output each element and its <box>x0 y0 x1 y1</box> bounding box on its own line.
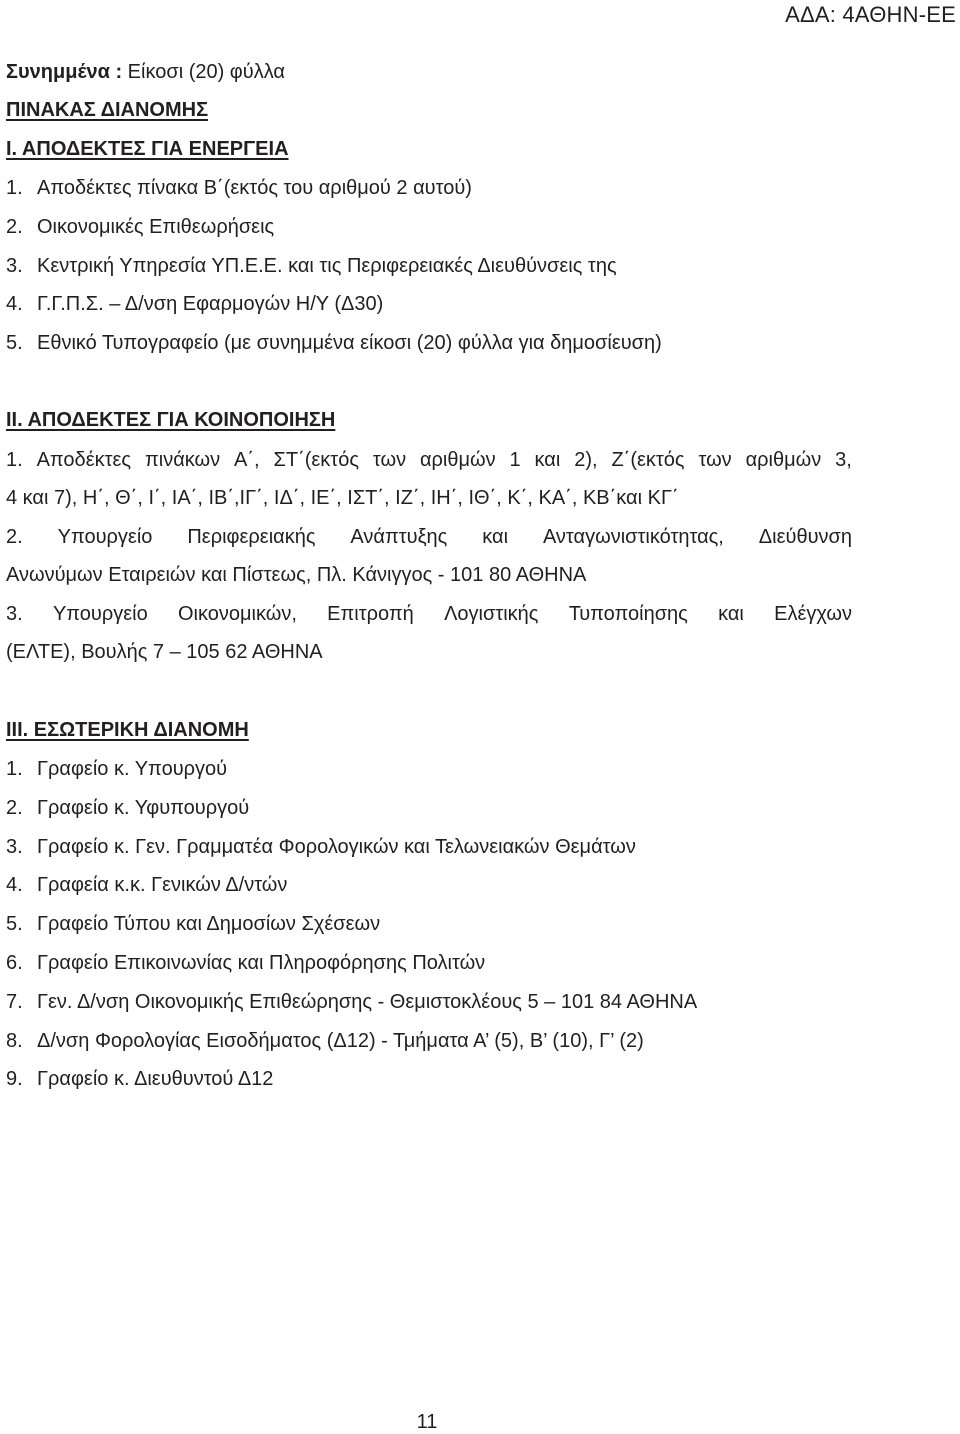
word: Επιτροπή <box>327 603 414 625</box>
word: Οικονομικών, <box>178 603 297 625</box>
word: Ελέγχων <box>774 603 852 625</box>
list-item-text: Γραφεία κ.κ. Γενικών Δ/ντών <box>37 874 288 897</box>
word: 1 <box>509 449 521 471</box>
list-item-number: 4. <box>6 293 23 316</box>
list-item-number: 9. <box>6 1068 23 1091</box>
list-item-number: 8. <box>6 1029 23 1052</box>
word: Υπουργείο <box>57 526 153 548</box>
list-item-number: 7. <box>6 990 23 1013</box>
word: των <box>698 449 732 471</box>
list-item-text: Γραφείο Επικοινωνίας και Πληροφόρησης Πολιτών <box>37 952 486 974</box>
word: 1. <box>6 449 23 471</box>
list-item <box>6 1029 644 1053</box>
list-item <box>6 990 697 1014</box>
list-item-text: Γραφείο κ. Υφυπουργού <box>37 796 250 819</box>
list-item-text: Γραφείο κ. Υπουργού <box>37 758 228 780</box>
word: Α΄, <box>234 449 260 471</box>
list-item-text: Αποδέκτες πίνακα Β΄(εκτός του αριθμού 2 αυτού) <box>37 177 472 199</box>
word: ΣΤ΄(εκτός <box>273 449 359 471</box>
word: Ζ΄(εκτός <box>611 449 685 471</box>
list-item <box>6 835 636 859</box>
list-item-number: 2. <box>6 796 23 819</box>
word: Ανταγωνιστικότητας, <box>542 526 724 548</box>
list-item-text: Γραφείο κ. Διευθυντού Δ12 <box>37 1068 274 1091</box>
page-number: 11 <box>416 1411 438 1433</box>
word: πινάκων <box>144 449 221 471</box>
word: Περιφερειακής <box>187 526 316 548</box>
list-item <box>6 176 472 200</box>
word: 3. <box>6 603 23 625</box>
section-2-item-1-line-1 <box>6 448 852 472</box>
list-item <box>6 951 485 975</box>
section-2-heading: ΙΙ. ΑΠΟΔΕΚΤΕΣ ΓΙΑ ΚΟΙΝΟΠΟΙΗΣΗ <box>6 409 336 431</box>
list-item-number: 1. <box>6 177 23 199</box>
word: 3, <box>835 449 852 471</box>
list-item-number: 1. <box>6 758 23 780</box>
word: 2. <box>6 526 23 548</box>
list-item-text: Εθνικό Τυπογραφείο (με συνημμένα είκοσι (20) φύλλα για δημοσίευση) <box>37 332 662 355</box>
word: Αποδέκτες <box>36 449 132 471</box>
list-item-number: 4. <box>6 874 23 897</box>
section-3-heading: ΙΙΙ. ΕΣΩΤΕΡΙΚΗ ΔΙΑΝΟΜΗ <box>6 719 249 741</box>
list-item-text: Κεντρική Υπηρεσία ΥΠ.Ε.Ε. και τις Περιφερειακές Διευθύνσεις της <box>37 254 617 277</box>
attachments-label: Συνημμένα : <box>6 61 123 83</box>
list-item-number: 5. <box>6 332 23 355</box>
list-item-text: Γραφείο Τύπου και Δημοσίων Σχέσεων <box>37 913 381 936</box>
list-item-text: Δ/νση Φορολογίας Εισοδήματος (Δ12) - Τμήματα Α’ (5), Β’ (10), Γ’ (2) <box>37 1029 644 1052</box>
word: Τυποποίησης <box>568 603 688 625</box>
section-2-item-2-line-2: Ανωνύμων Εταιρειών και Πίστεως, Πλ. Κάνιγγος - 101 80 ΑΘΗΝΑ <box>6 564 587 586</box>
list-item <box>6 215 274 239</box>
list-item-number: 3. <box>6 835 23 858</box>
word: και <box>482 526 509 548</box>
list-item-number: 5. <box>6 913 23 936</box>
distribution-table-title: ΠΙΝΑΚΑΣ ΔΙΑΝΟΜΗΣ <box>6 99 209 121</box>
section-1-heading: Ι. ΑΠΟΔΕΚΤΕΣ ΓΙΑ ΕΝΕΡΓΕΙΑ <box>6 138 289 160</box>
word: 2), <box>574 449 598 471</box>
word: αριθμών <box>745 449 822 471</box>
word: Λογιστικής <box>444 603 539 625</box>
list-item-number: 3. <box>6 254 23 277</box>
list-item <box>6 912 380 936</box>
word: αριθμών <box>419 449 496 471</box>
list-item <box>6 873 287 897</box>
list-item-text: Γραφείο κ. Γεν. Γραμματέα Φορολογικών και Τελωνειακών Θεμάτων <box>37 835 636 858</box>
list-item-text: Γεν. Δ/νση Οικονομικής Επιθεώρησης - Θεμιστοκλέους 5 – 101 84 ΑΘΗΝΑ <box>37 990 698 1013</box>
section-2-item-3-line-1 <box>6 602 852 626</box>
list-item <box>6 757 227 781</box>
attachments-value: Είκοσι (20) φύλλα <box>122 61 285 83</box>
list-item <box>6 331 662 355</box>
list-item <box>6 1067 273 1091</box>
list-item <box>6 796 249 820</box>
word: και <box>534 449 561 471</box>
word: των <box>372 449 407 471</box>
section-2-item-1-line-2: 4 και 7), Η΄, Θ΄, Ι΄, ΙΑ΄, ΙΒ΄,ΙΓ΄, ΙΔ΄, ΙΕ΄, ΙΣΤ΄, ΙΖ΄, ΙΗ΄, ΙΘ΄, Κ΄, ΚΑ΄, ΚΒ΄και ΚΓ΄ <box>6 487 679 509</box>
section-2-item-3-line-2: (ΕΛΤΕ), Βουλής 7 – 105 62 ΑΘΗΝΑ <box>6 641 323 663</box>
list-item <box>6 254 617 278</box>
list-item-text: Γ.Γ.Π.Σ. – Δ/νση Εφαρμογών Η/Υ (Δ30) <box>37 293 384 316</box>
word: Διεύθυνση <box>758 526 852 548</box>
list-item-text: Οικονομικές Επιθεωρήσεις <box>37 215 275 238</box>
attachments-line <box>6 60 285 84</box>
list-item <box>6 292 383 316</box>
section-2-item-2-line-1 <box>6 525 852 549</box>
list-item-number: 6. <box>6 952 23 974</box>
word: Υπουργείο <box>52 603 148 625</box>
list-item-number: 2. <box>6 215 23 238</box>
ada-code: ΑΔΑ: 4ΑΘΗΝ-ΕΕ <box>785 2 956 27</box>
word: και <box>718 603 744 625</box>
word: Ανάπτυξης <box>350 526 448 548</box>
